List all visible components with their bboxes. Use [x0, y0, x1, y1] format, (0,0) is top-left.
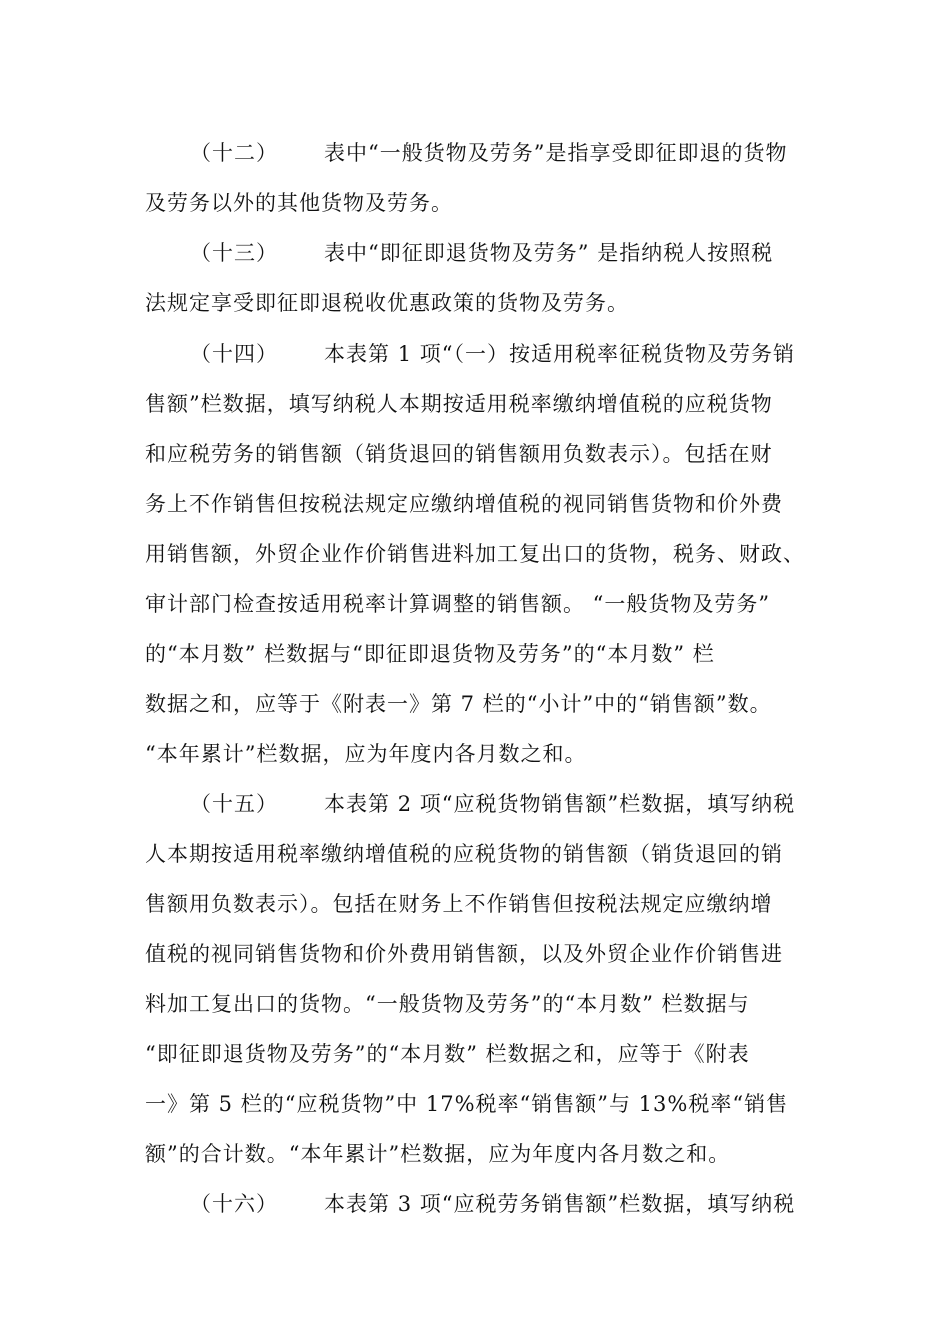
paragraph-14-line-9: “本年累计”栏数据，应为年度内各月数之和。	[145, 742, 587, 766]
paragraph-15-line-3: 售额用负数表示）。包括在财务上不作销售但按税法规定应缴纳增	[145, 892, 773, 916]
paragraph-15-line-6: “即征即退货物及劳务”的“本月数” 栏数据之和，应等于《附表	[145, 1042, 750, 1066]
paragraph-14-line-1: （十四） 本表第 1 项“（一）按适用税率征税货物及劳务销	[190, 342, 795, 366]
paragraph-14-line-8: 数据之和，应等于《附表一》第 7 栏的“小计”中的“销售额”数。	[145, 692, 772, 716]
paragraph-12-line-1: （十二） 表中“一般货物及劳务”是指享受即征即退的货物	[190, 141, 788, 165]
paragraph-12-line-2: 及劳务以外的其他货物及劳务。	[145, 191, 453, 215]
paragraph-15-line-4: 值税的视同销售货物和价外费用销售额，以及外贸企业作价销售进	[145, 942, 783, 966]
paragraph-16-line-1: （十六） 本表第 3 项“应税劳务销售额”栏数据，填写纳税	[190, 1192, 796, 1216]
paragraph-15-line-7: 一》第 5 栏的“应税货物”中 17%税率“销售额”与 13%税率“销售	[145, 1092, 789, 1116]
paragraph-15-line-2: 人本期按适用税率缴纳增值税的应税货物的销售额（销货退回的销	[145, 842, 783, 866]
paragraph-14-line-3: 和应税劳务的销售额（销货退回的销售额用负数表示）。包括在财	[145, 442, 773, 466]
paragraph-15-line-8: 额”的合计数。“本年累计”栏数据，应为年度内各月数之和。	[145, 1142, 731, 1166]
paragraph-15-line-5: 料加工复出口的货物。“一般货物及劳务”的“本月数” 栏数据与	[145, 992, 750, 1016]
paragraph-14-line-4: 务上不作销售但按税法规定应缴纳增值税的视同销售货物和价外费	[145, 492, 783, 516]
paragraph-14-line-6: 审计部门检查按适用税率计算调整的销售额。 “一般货物及劳务”	[145, 592, 771, 616]
paragraph-13-line-2: 法规定享受即征即退税收优惠政策的货物及劳务。	[145, 291, 629, 315]
paragraph-15-line-1: （十五） 本表第 2 项“应税货物销售额”栏数据，填写纳税	[190, 792, 796, 816]
paragraph-13-line-1: （十三） 表中“即征即退货物及劳务” 是指纳税人按照税	[190, 241, 774, 265]
paragraph-14-line-2: 售额”栏数据，填写纳税人本期按适用税率缴纳增值税的应税货物	[145, 392, 773, 416]
paragraph-14-line-7: 的“本月数” 栏数据与“即征即退货物及劳务”的“本月数” 栏	[145, 642, 715, 666]
paragraph-14-line-5: 用销售额，外贸企业作价销售进料加工复出口的货物，税务、财政、	[145, 542, 805, 566]
